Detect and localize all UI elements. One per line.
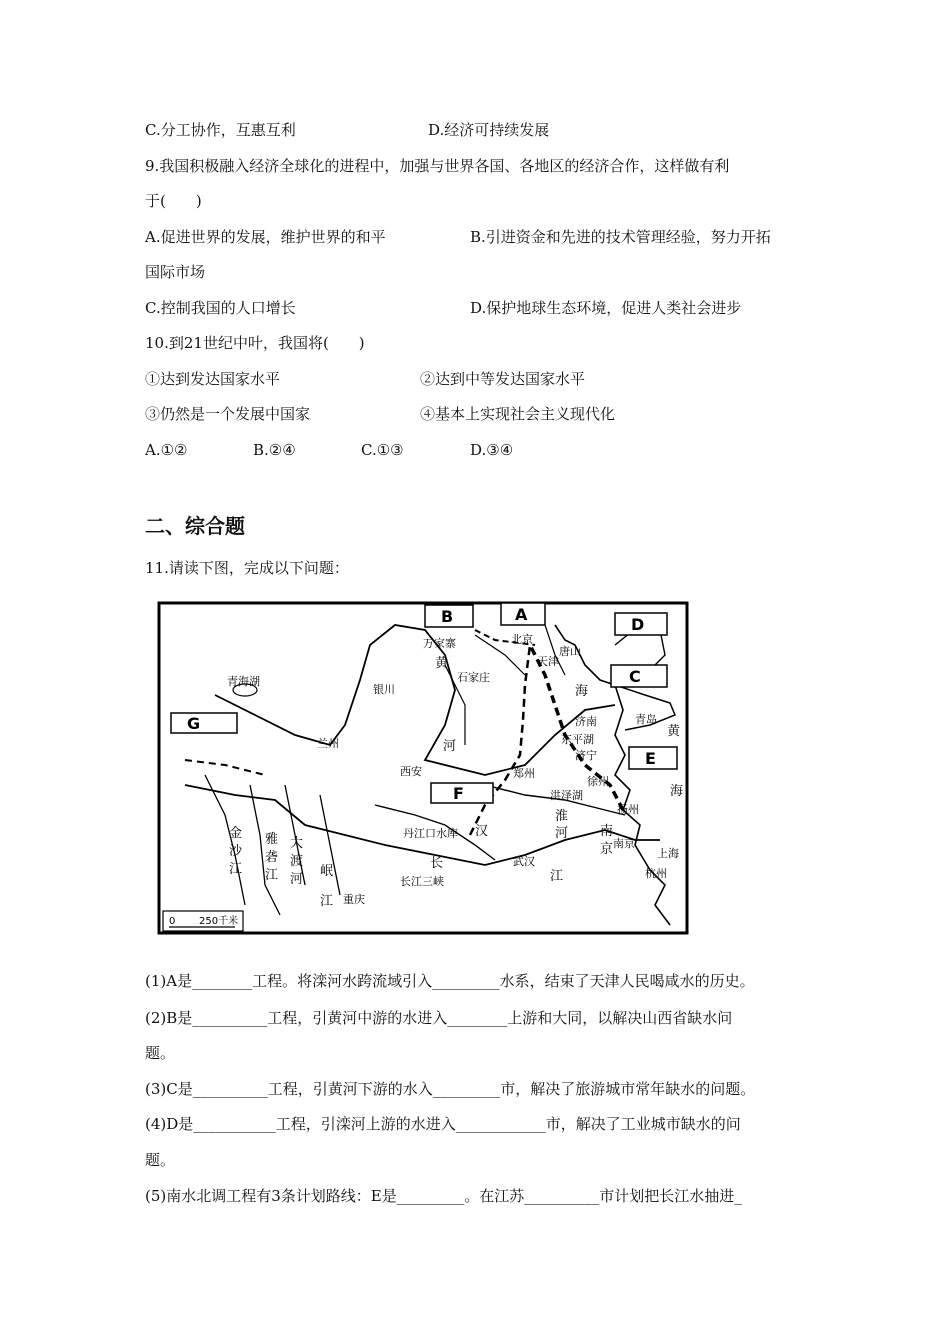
city-yangzhou: 扬州 bbox=[617, 803, 639, 816]
water-transfer-map bbox=[145, 585, 720, 945]
city-tianjin: 天津 bbox=[537, 655, 559, 668]
city-shanghai: 上海 bbox=[657, 847, 679, 860]
q9-stem: 9.我国积极融入经济全球化的进程中，加强与世界各国、各地区的经济合作，这样做有利 bbox=[145, 157, 730, 175]
map-svg bbox=[145, 585, 720, 945]
box-g bbox=[171, 713, 237, 733]
city-qinghaihu: 青海湖 bbox=[227, 675, 260, 688]
river-label-nan: 南 bbox=[600, 824, 614, 839]
q8-option-c: C.分工协作，互惠互利 bbox=[145, 121, 296, 139]
q8-option-d: D.经济可持续发展 bbox=[428, 121, 550, 139]
river-label-huang-north: 黄 bbox=[435, 656, 449, 671]
river-label-du: 渡 bbox=[290, 854, 304, 869]
q11-part-4-cont: 题。 bbox=[145, 1151, 176, 1169]
city-three-gorges: 长江三峡 bbox=[400, 875, 444, 888]
q9-option-b-cont: 国际市场 bbox=[145, 263, 206, 281]
section-heading: 二、综合题 bbox=[145, 514, 245, 538]
box-b-label: B bbox=[441, 607, 454, 626]
q10-statement-1: ①达到发达国家水平 bbox=[145, 370, 281, 388]
city-xian: 西安 bbox=[400, 765, 422, 778]
river-label-han: 汉 bbox=[475, 824, 489, 839]
box-g-label: G bbox=[187, 714, 201, 733]
city-hongzehu: 洪泽湖 bbox=[550, 789, 583, 802]
box-e-label: E bbox=[645, 749, 656, 768]
q11-part-3: (3)C是__________工程，引黄河下游的水入_________市，解决了旅游城市常年缺水的问题。 bbox=[145, 1080, 756, 1098]
city-nanjing: 南京 bbox=[613, 837, 635, 850]
q10-option-d: D.③④ bbox=[470, 441, 514, 459]
q11-part-1: (1)A是________工程。将滦河水跨流域引入_________水系，结束了天津人民喝咸水的历史。 bbox=[145, 972, 755, 990]
q9-option-b: B.引进资金和先进的技术管理经验，努力开拓 bbox=[470, 228, 771, 246]
q10-statement-2: ②达到中等发达国家水平 bbox=[420, 370, 586, 388]
q10-stem: 10.到21世纪中叶，我国将( ) bbox=[145, 334, 365, 352]
box-c-label: C bbox=[629, 667, 641, 686]
river-label-long: 砻 bbox=[265, 850, 279, 865]
q10-statement-4: ④基本上实现社会主义现代化 bbox=[420, 405, 616, 423]
river-label-jiang-min: 江 bbox=[320, 894, 334, 909]
q9-option-a: A.促进世界的发展，维护世界的和平 bbox=[145, 228, 386, 246]
city-hangzhou: 杭州 bbox=[645, 867, 667, 880]
city-zhengzhou: 郑州 bbox=[513, 767, 535, 780]
scale-bar bbox=[163, 911, 243, 931]
city-beijing: 北京 bbox=[511, 633, 533, 646]
q9-option-c: C.控制我国的人口增长 bbox=[145, 299, 296, 317]
city-tangshan: 唐山 bbox=[559, 645, 581, 658]
q11-stem: 11.请读下图，完成以下问题： bbox=[145, 559, 349, 577]
q11-part-4: (4)D是___________工程，引滦河上游的水进入____________市，解决了工业城市缺水的问 bbox=[145, 1115, 741, 1133]
river-label-jiang-yalong: 江 bbox=[265, 868, 279, 883]
river-label-sha: 沙 bbox=[229, 844, 243, 859]
river-label-jing: 京 bbox=[600, 842, 614, 857]
city-jining: 济宁 bbox=[575, 749, 597, 762]
river-label-ya: 雅 bbox=[265, 832, 279, 847]
river-label-he-huai: 河 bbox=[555, 826, 569, 841]
q11-part-2-cont: 题。 bbox=[145, 1044, 176, 1062]
city-xuzhou: 徐州 bbox=[587, 775, 609, 788]
city-yinchuan: 银川 bbox=[373, 683, 395, 696]
q10-option-a: A.①② bbox=[145, 441, 188, 459]
q10-statement-3: ③仍然是一个发展中国家 bbox=[145, 405, 311, 423]
q10-option-c: C.①③ bbox=[361, 441, 404, 459]
river-label-min: 岷 bbox=[320, 864, 334, 879]
river-label-huai: 淮 bbox=[555, 809, 569, 824]
river-label-he-dadu: 河 bbox=[290, 872, 304, 887]
river-label-jin: 金 bbox=[229, 826, 243, 841]
city-wanjiazhai: 万家寨 bbox=[423, 637, 456, 650]
city-lanzhou: 兰州 bbox=[317, 737, 339, 750]
q9-stem-cont: 于( ) bbox=[145, 192, 202, 210]
box-a-label: A bbox=[515, 605, 528, 624]
scale-zero-label: 0 bbox=[169, 916, 176, 927]
river-label-da: 大 bbox=[290, 836, 304, 851]
river-label-jiang-chang: 江 bbox=[550, 869, 564, 884]
scale-label: 250千米 bbox=[199, 916, 239, 927]
river-label-jiang-jinsha: 江 bbox=[229, 862, 243, 877]
q11-part-5: (5)南水北调工程有3条计划路线：E是_________。在江苏__________市计划把长江水抽进_ bbox=[145, 1187, 742, 1205]
river-label-hai-bohai: 海 bbox=[575, 684, 589, 699]
river-label-hai-sea: 海 bbox=[670, 784, 684, 799]
q10-option-b: B.②④ bbox=[253, 441, 296, 459]
city-chongqing: 重庆 bbox=[343, 893, 365, 906]
river-label-huang-sea: 黄 bbox=[667, 724, 681, 739]
q9-option-d: D.保护地球生态环境，促进人类社会进步 bbox=[470, 299, 742, 317]
city-jinan: 济南 bbox=[575, 715, 597, 728]
box-f-label: F bbox=[453, 784, 464, 803]
river-label-chang: 长 bbox=[430, 856, 444, 871]
city-dongpinghu: 东平湖 bbox=[561, 733, 594, 746]
city-danjiangkou: 丹江口水库 bbox=[403, 827, 458, 840]
city-qingdao: 青岛 bbox=[635, 713, 657, 726]
city-shijiazhuang: 石家庄 bbox=[457, 671, 490, 684]
box-d-label: D bbox=[631, 615, 645, 634]
river-label-he-north: 河 bbox=[443, 739, 457, 754]
city-wuhan: 武汉 bbox=[513, 855, 535, 868]
q11-part-2: (2)B是__________工程，引黄河中游的水进入________上游和大同，以解决山西省缺水问 bbox=[145, 1009, 733, 1027]
